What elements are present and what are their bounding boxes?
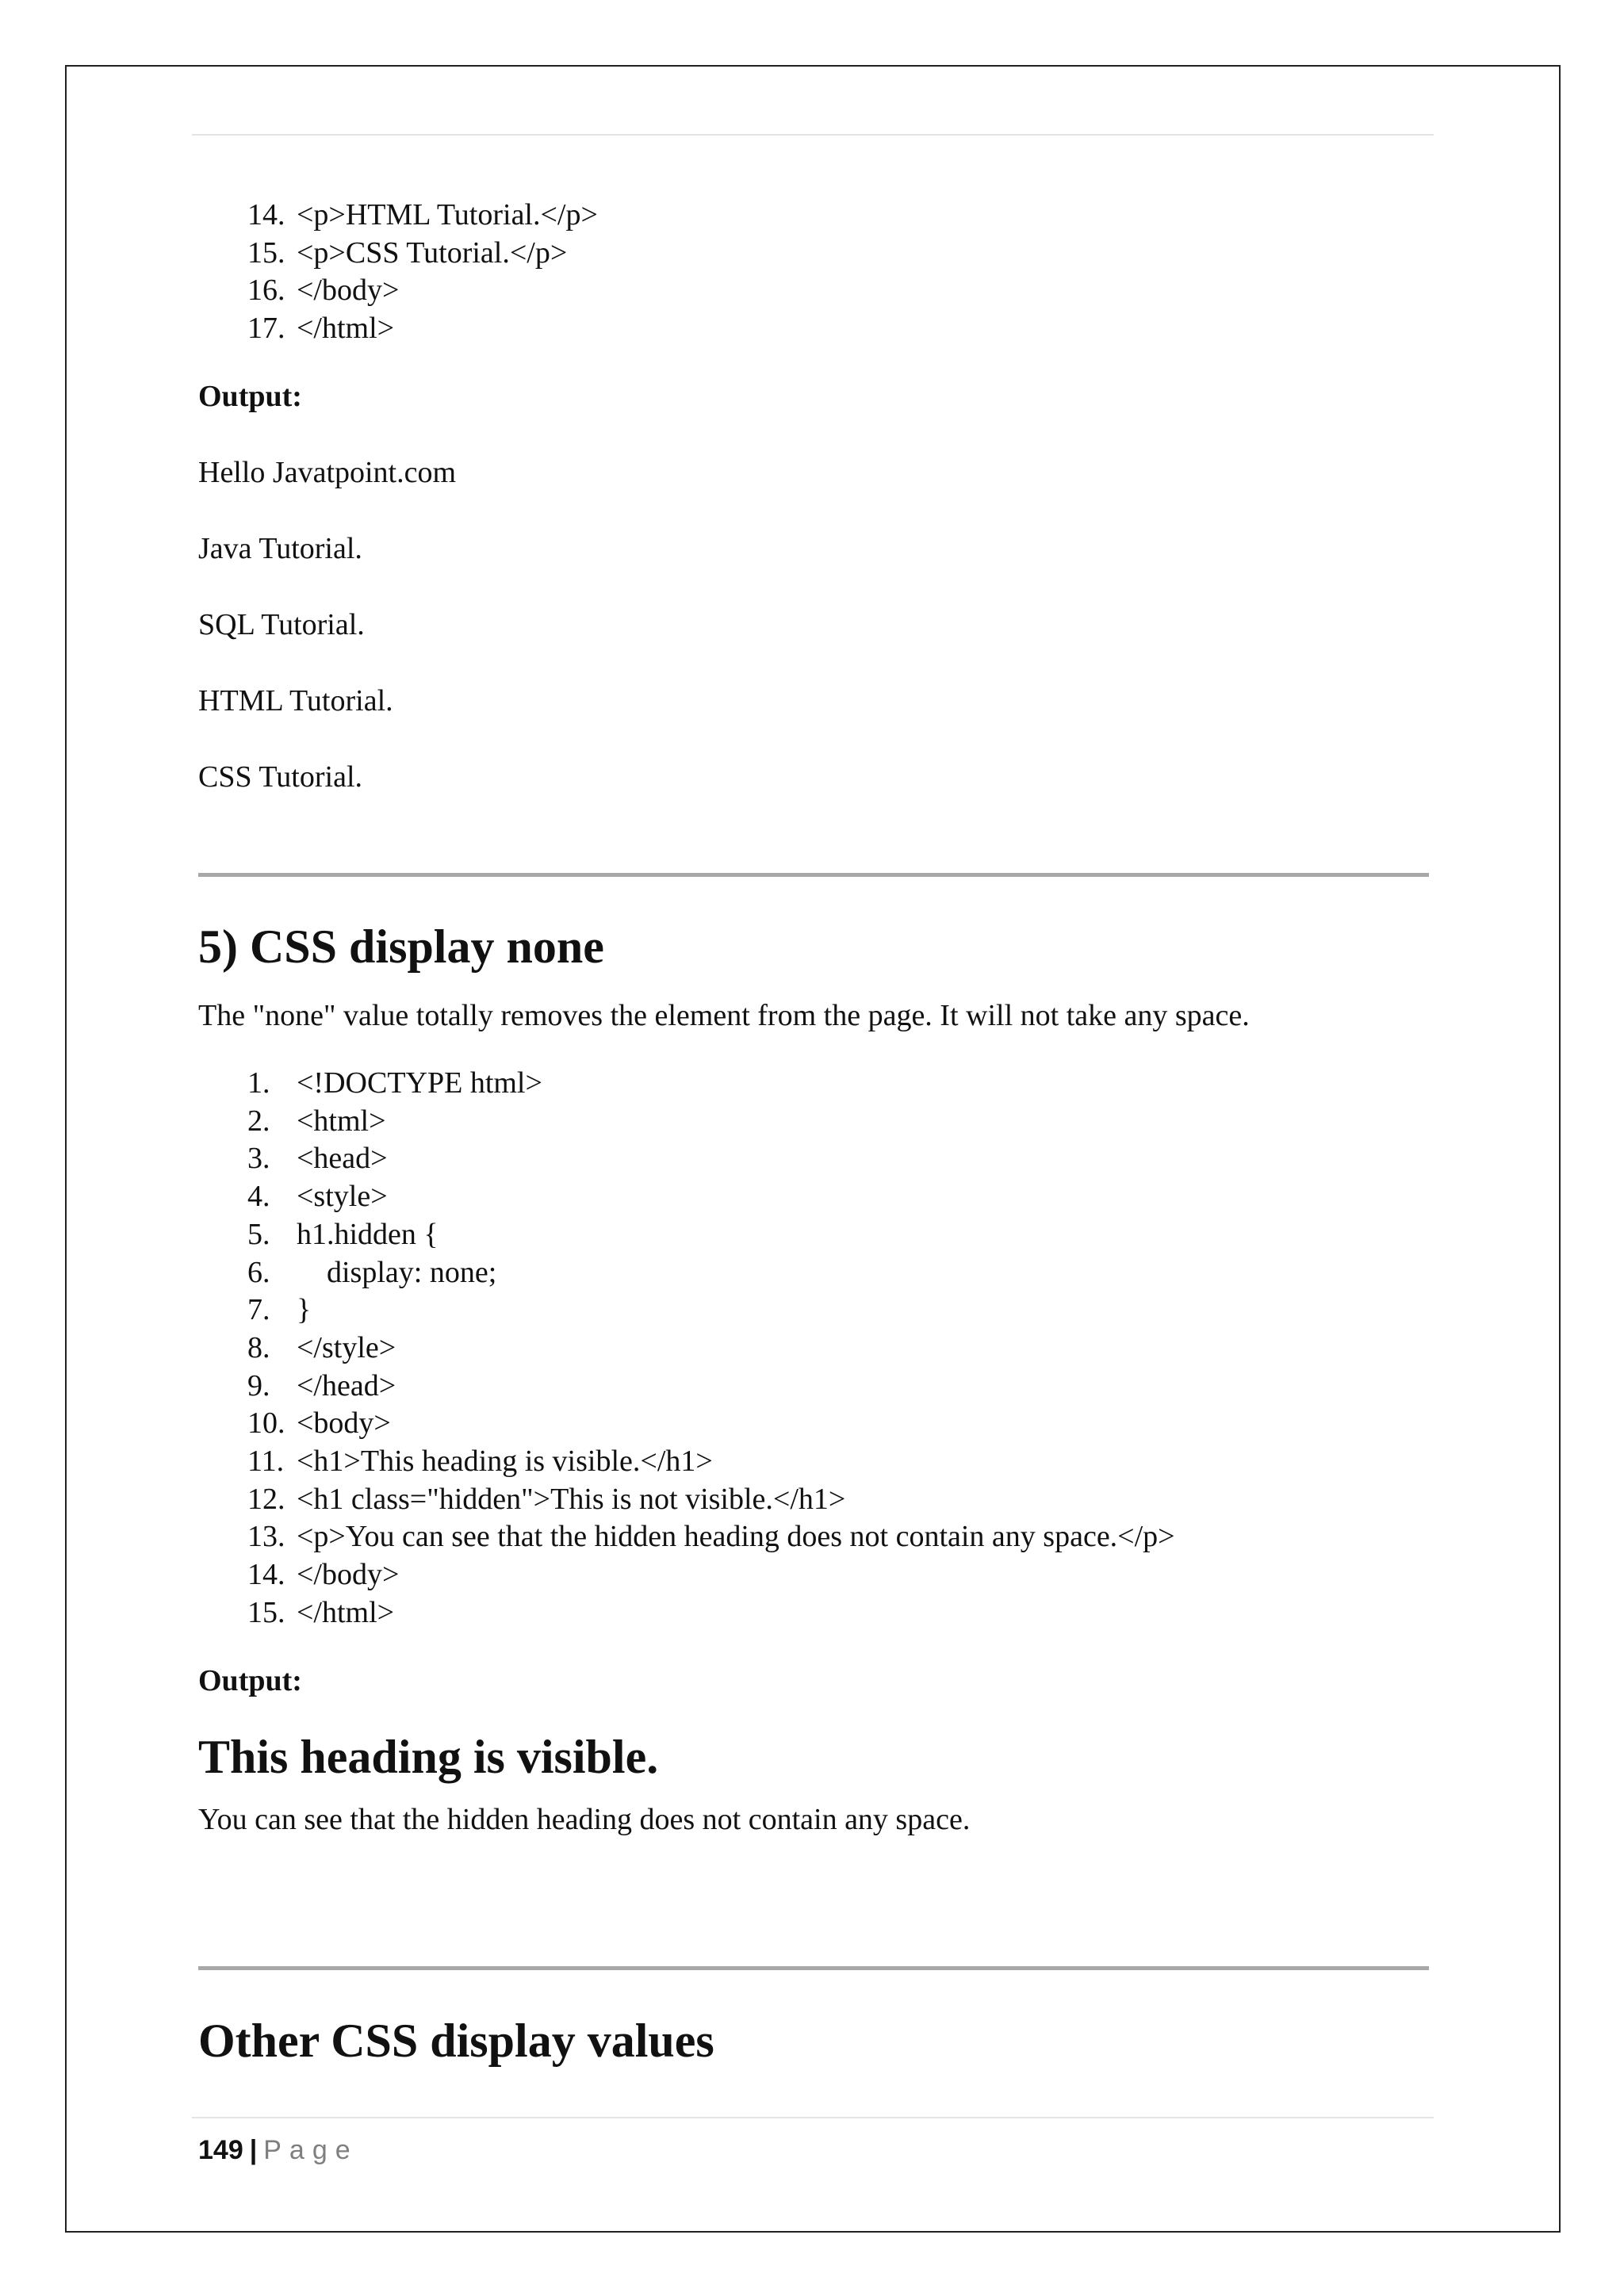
code-listing-2	[198, 1065, 1435, 1632]
line-number: 14.	[247, 198, 285, 232]
output-line: Hello Javatpoint.com	[198, 455, 457, 489]
output-line: HTML Tutorial.	[198, 683, 393, 718]
code-line	[198, 310, 1435, 348]
code-line	[198, 1292, 1435, 1330]
page-number: 149	[198, 2135, 243, 2165]
code-text: </body>	[297, 1558, 400, 1592]
code-line	[198, 1178, 1435, 1216]
section-5	[198, 918, 1435, 1839]
code-text: <html>	[297, 1104, 386, 1138]
code-listing-1	[198, 197, 1435, 348]
code-text: <head>	[297, 1142, 388, 1176]
footer-separator: |	[249, 2135, 258, 2165]
code-line	[198, 1103, 1435, 1141]
code-text: </html>	[297, 312, 395, 346]
code-line	[198, 1405, 1435, 1443]
output-label-2: Output:	[198, 1663, 302, 1697]
line-number: 9.	[247, 1368, 270, 1402]
code-line	[198, 235, 1435, 273]
line-number: 15.	[247, 235, 285, 270]
section-5-description: The "none" value totally removes the element from the page. It will not take any space.	[198, 999, 1250, 1032]
line-number: 7.	[247, 1293, 270, 1327]
output-line: CSS Tutorial.	[198, 760, 362, 794]
line-number: 4.	[247, 1180, 270, 1214]
line-number: 3.	[247, 1142, 270, 1176]
other-section-heading: Other CSS display values	[198, 2015, 714, 2067]
line-number: 1.	[247, 1066, 270, 1100]
line-number: 13.	[247, 1520, 285, 1554]
section-divider-2	[198, 1966, 1429, 1970]
output-2-text: You can see that the hidden heading does not contain any space.	[198, 1802, 971, 1836]
code-line	[198, 1140, 1435, 1178]
line-number: 17.	[247, 312, 285, 346]
output-1	[198, 415, 1435, 796]
line-number: 2.	[247, 1104, 270, 1138]
code-text: h1.hidden {	[297, 1217, 439, 1251]
line-number: 12.	[247, 1482, 285, 1516]
code-line	[198, 1481, 1435, 1519]
code-text: <p>HTML Tutorial.</p>	[297, 198, 598, 232]
code-line	[198, 197, 1435, 235]
code-text: <h1>This heading is visible.</h1>	[297, 1445, 713, 1479]
output-2-heading: This heading is visible.	[198, 1730, 659, 1783]
code-text: <p>CSS Tutorial.</p>	[297, 235, 568, 270]
code-line	[198, 1254, 1435, 1292]
header-rule	[192, 134, 1434, 136]
page-word: Page	[263, 2135, 358, 2165]
other-section	[198, 2012, 1435, 2069]
code-text: <body>	[297, 1406, 391, 1441]
code-line	[198, 1065, 1435, 1103]
code-text: <!DOCTYPE html>	[297, 1066, 542, 1100]
section-5-heading: 5) CSS display none	[198, 920, 604, 973]
output-line: SQL Tutorial.	[198, 607, 365, 641]
output-label-1: Output:	[198, 379, 302, 413]
code-text: </head>	[297, 1368, 396, 1402]
code-text: <style>	[297, 1180, 388, 1214]
code-text: </html>	[297, 1595, 395, 1629]
code-text: <h1 class="hidden">This is not visible.</h1>	[297, 1482, 846, 1516]
line-number: 10.	[247, 1406, 285, 1441]
footer-rule	[192, 2117, 1434, 2118]
code-line	[198, 1518, 1435, 1556]
code-line	[198, 1368, 1435, 1406]
line-number: 8.	[247, 1330, 270, 1364]
line-number: 6.	[247, 1255, 270, 1289]
code-line	[198, 1330, 1435, 1368]
code-line	[198, 1556, 1435, 1594]
page-footer	[198, 2133, 358, 2168]
code-text: <p>You can see that the hidden heading does not contain any space.</p>	[297, 1520, 1175, 1554]
page-content	[198, 197, 1435, 844]
line-number: 16.	[247, 274, 285, 308]
code-text: display: none;	[297, 1255, 497, 1289]
line-number: 5.	[247, 1217, 270, 1251]
output-line: Java Tutorial.	[198, 531, 362, 565]
code-text: </style>	[297, 1330, 396, 1364]
code-text: </body>	[297, 274, 400, 308]
code-line	[198, 1594, 1435, 1632]
code-text: }	[297, 1293, 312, 1327]
code-line	[198, 1216, 1435, 1254]
code-line	[198, 272, 1435, 310]
section-divider-1	[198, 873, 1429, 877]
code-line	[198, 1443, 1435, 1481]
line-number: 14.	[247, 1558, 285, 1592]
line-number: 11.	[247, 1445, 285, 1479]
line-number: 15.	[247, 1595, 285, 1629]
